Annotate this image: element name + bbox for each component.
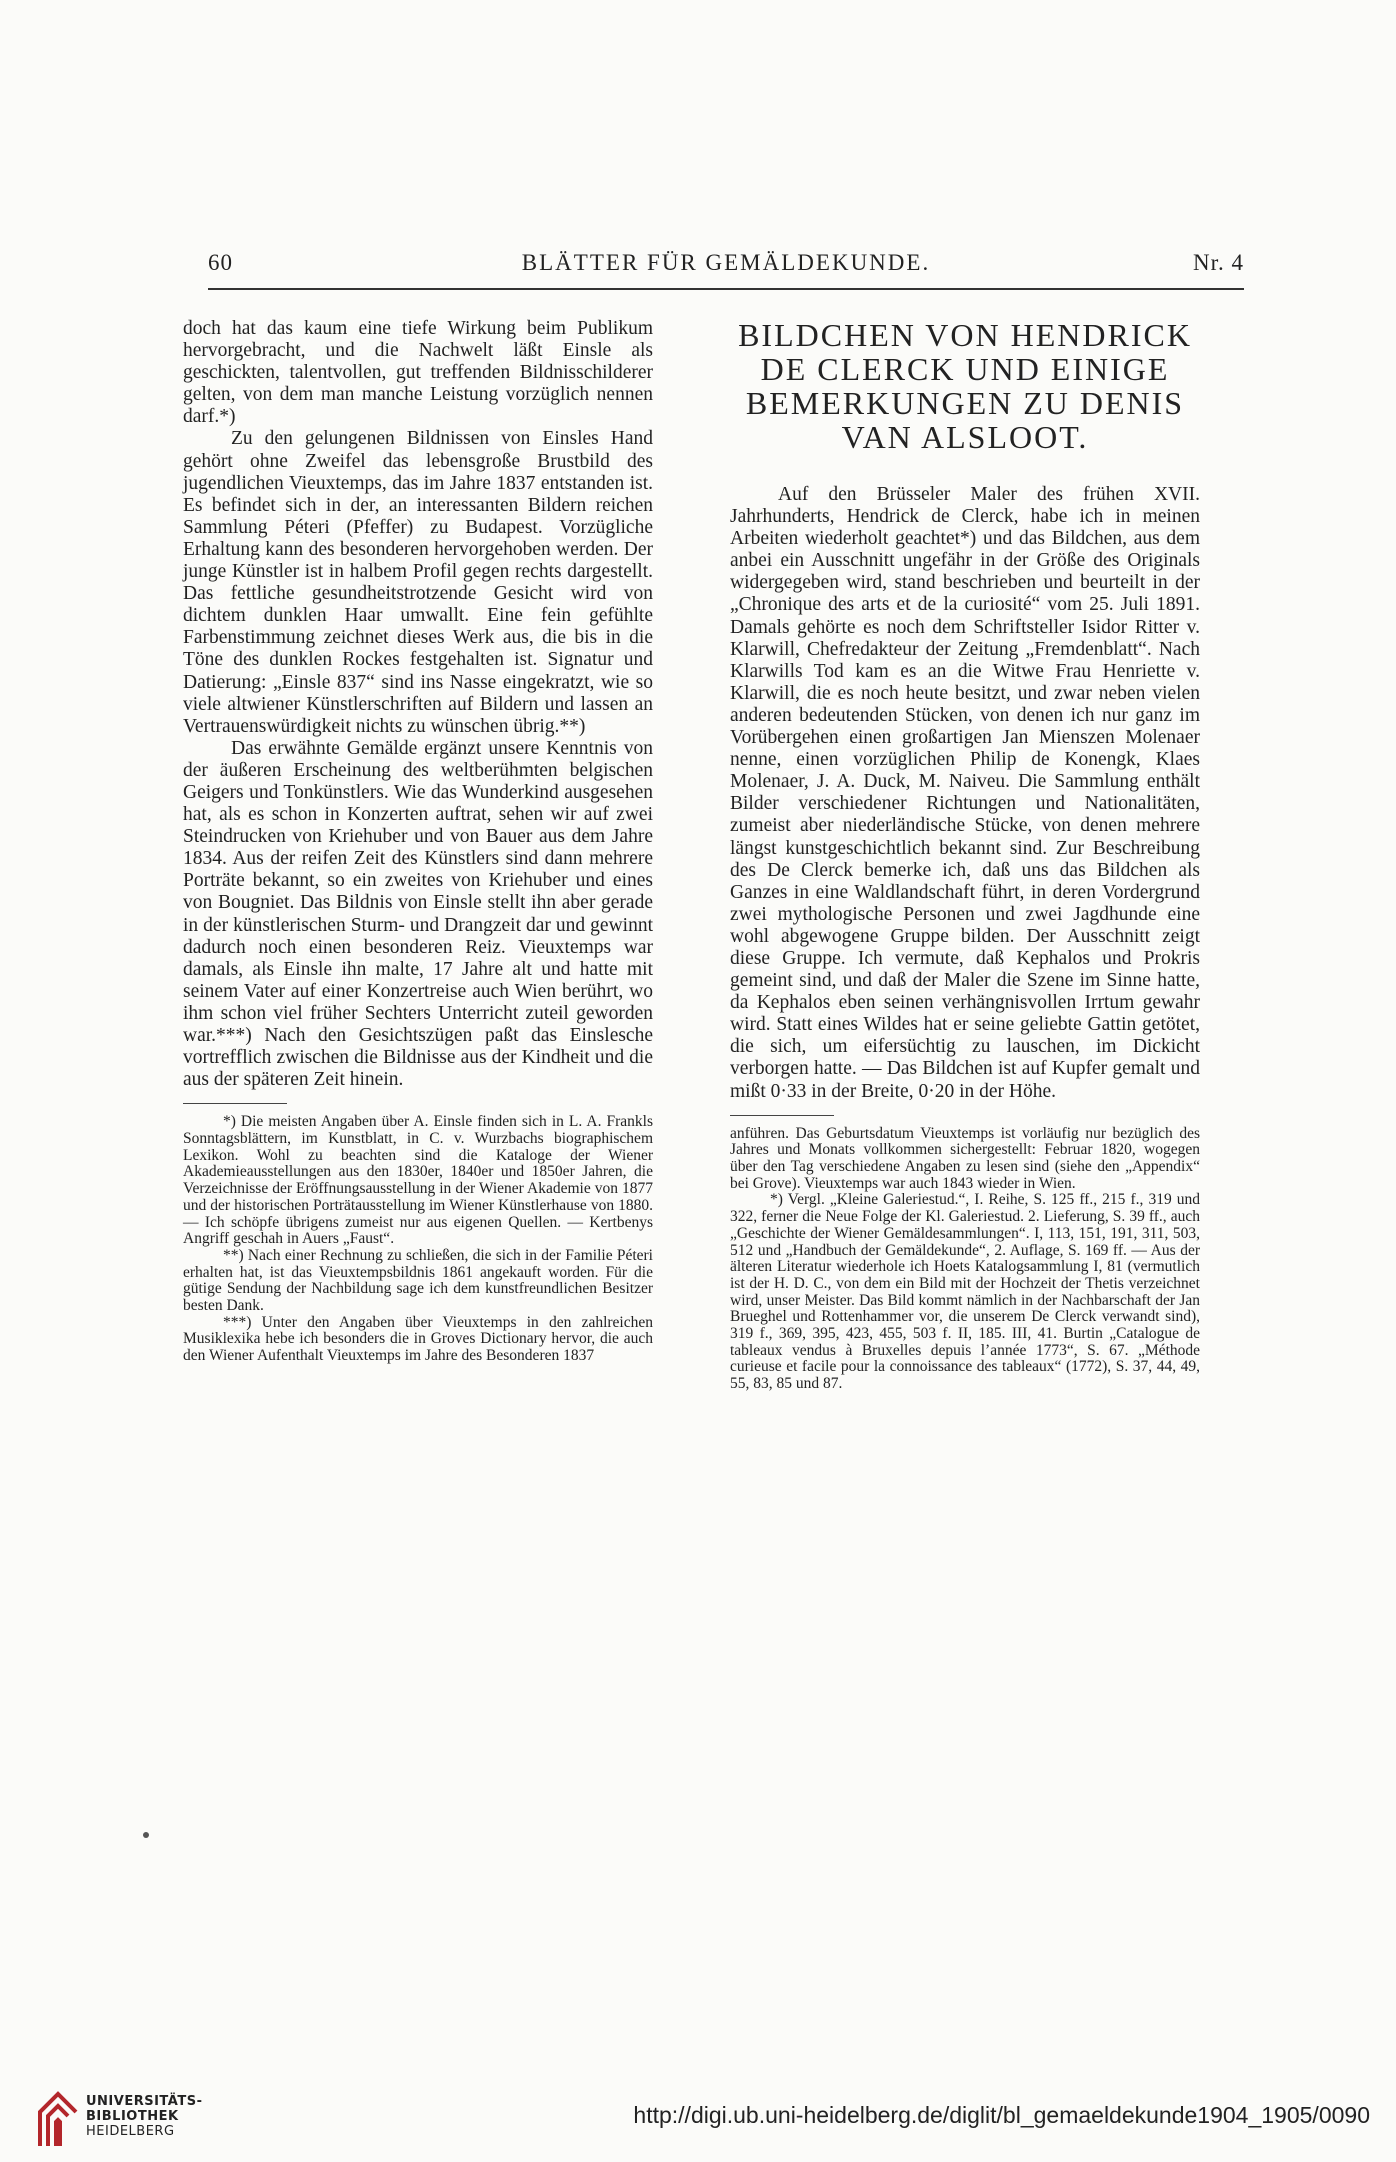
left-body (183, 318, 653, 1091)
right-paragraph: Auf den Brüsseler Maler des frühen XVII. Jahrhunderts, Hendrick de Clerck, habe ich in meinen Arbeiten wiederholt geachtet*) und das Bildchen, aus dem anbei ein Ausschnitt ungefähr in der Größe des Originals widergegeben wird, stand beschrieben und beurteilt in der „Chronique des arts et de la curiosité“ vom 25. Juli 1891. Damals gehörte es noch dem Schriftsteller Isidor Ritter v. Klarwill, Chefredakteur der Zeitung „Fremdenblatt“. Nach Klarwills Tod kam es an die Witwe Frau Henriette v. Klarwill, die es noch heute besitzt, und zwar neben vielen anderen bedeutenden Stücken, von denen ich nur ganz im Vorübergehen einen großartigen Jan Mienszen Molenaer nenne, einen vorzüglichen Philip de Konengk, Klaes Molenaer, J. A. Duck, M. Naiveu. Die Sammlung enthält Bilder verschiedener Richtungen und Nationalitäten, zumeist aber niederländische Stücke, von denen mehrere längst kunstgeschichtlich bekannt sind. Zur Beschreibung des De Clerck bemerke ich, daß uns das Bildchen als Ganzes in eine Waldlandschaft führt, in deren Vordergrund zwei mythologische Personen und zwei Jagdhunde eine wohl abgewogene Gruppe bilden. Der Ausschnitt zeigt diese Gruppe. Ich vermute, daß Kephalos und Prokris gemeint sind, und daß der Maler die Szene im Sinne hatte, da Kephalos eben seinen verhängnisvollen Irrtum gewahr wird. Statt eines Wildes hat er seine geliebte Gattin getötet, die sich, um eifersüchtig zu lauschen, im Dickicht verborgen hatte. — Das Bildchen ist auf Kupfer gemalt und mißt 0·33 in der Breite, 0·20 in der Höhe. (730, 484, 1200, 1102)
footer (0, 2090, 1396, 2162)
right-body (730, 484, 1200, 1103)
page-number: 60 (208, 250, 233, 275)
ink-speck (143, 1832, 149, 1838)
footnote-divider (183, 1103, 287, 1104)
right-column (730, 318, 1200, 1393)
issue-number: Nr. 4 (1193, 250, 1244, 275)
right-footnotes (730, 1126, 1200, 1393)
library-logo-icon (36, 2090, 80, 2150)
footnote: *) Die meisten Angaben über A. Einsle finden sich in L. A. Frankls Sonntagsblättern, im Kunstblatt, in C. v. Wurzbachs biographischem Lexikon. Wohl zu beachten sind die Kataloge der Wiener Akademieausstellungen aus den 1830er, 1840er und 1850er Jahren, die Verzeichnisse der Eröffnungsausstellung in der Wiener Akademie von 1877 und der historischen Porträtausstellung im Wiener Künstlerhause von 1880. — Ich schöpfe übrigens zumeist nur aus eigenen Quellen. — Kertbenys Angriff geschah in Auers „Faust“. (183, 1113, 653, 1248)
left-footnotes (183, 1114, 653, 1365)
running-header (208, 248, 1244, 290)
left-paragraph: doch hat das kaum eine tiefe Wirkung beim Publikum hervorgebracht, und die Nachwelt läßt Einsle als geschickten, talentvollen, gut treffenden Bildnisschilderer gelten, von dem man manche Leistung vorzüglich nennen darf.*) (183, 318, 653, 428)
left-column (183, 318, 653, 1365)
left-paragraph: Zu den gelungenen Bildnissen von Einsles Hand gehört ohne Zweifel das lebensgroße Brustbild des jugendlichen Vieuxtemps, das im Jahre 1837 entstanden ist. Es befindet sich in der, an interessanten Bildern reichen Sammlung Péteri (Pfeffer) zu Budapest. Vorzügliche Erhaltung kann des besonderen hervorgehoben werden. Der junge Künstler ist in halbem Profil gegen rechts dargestellt. Das fettliche gesundheitstrotzende Gesicht wird von dichtem dunklen Haar umwallt. Eine fein gefühlte Farbenstimmung zeichnet dieses Werk aus, die bis in die Töne des dunklen Rockes festgehalten ist. Signatur und Datierung: „Einsle 837“ sind ins Nasse eingekratzt, wie so viele altwiener Künstlerschriften auf Bildern und lassen an Vertrauenswürdigkeit nichts zu wünschen übrig.**) (183, 428, 653, 737)
journal-title: BLÄTTER FÜR GEMÄLDEKUNDE. (521, 250, 931, 275)
library-name (86, 2094, 202, 2139)
left-paragraph: Das erwähnte Gemälde ergänzt unsere Kenntnis von der äußeren Erscheinung des weltberühmten belgischen Geigers und Tonkünstlers. Wie das Wunderkind ausgesehen hat, als es schon in Konzerten auftrat, sehen wir auf zwei Steindrucken von Kriehuber und von Bauer aus dem Jahre 1834. Aus der reifen Zeit des Künstlers sind dann mehrere Porträte bekannt, so ein zweites von Kriehuber und eines von Bougniet. Das Bildnis von Einsle stellt ihn aber gerade in der künstlerischen Sturm- und Drangzeit dar und gewinnt dadurch noch einen besonderen Reiz. Vieuxtemps war damals, als Einsle ihn malte, 17 Jahre alt und hatte mit seinem Vater auf einer Konzertreise auch Wien berührt, wo ihm schon viel früher Sechters Unterricht zuteil geworden war.***) Nach den Gesichtszügen paßt das Einslesche vortrefflich zwischen die Bildnisse aus der Kindheit und die aus der späteren Zeit hinein. (183, 737, 653, 1091)
footnote: *) Vergl. „Kleine Galeriestud.“, I. Reihe, S. 125 ff., 215 f., 319 und 322, ferner die Neue Folge der Kl. Galeriestud. 2. Lieferung, S. 39 ff., auch „Geschichte der Wiener Gemäldesammlungen“. I, 113, 151, 191, 311, 503, 512 und „Handbuch der Gemäldekunde“, 2. Auflage, S. 169 ff. — Aus der älteren Literatur wiederhole ich Hoets Katalogsammlung I, 81 (vermutlich ist der H. D. C., von dem ein Bild mit der Hochzeit der Thetis verzeichnet wird, unser Meister. Das Bild kommt nämlich in der Nachbarschaft der Jan Brueghel und Rottenhammer vor, die unserem De Clerck verwandt sind), 319 f., 369, 395, 423, 455, 503 f. II, 185. III, 41. Burtin „Catalogue de tableaux vendus à Bruxelles depuis l’année 1773“, S. 67. „Méthode curieuse et facile pour la connoissance des tableaux“ (1772), S. 37, 44, 49, 55, 83, 85 und 87. (730, 1191, 1200, 1393)
footnote: **) Nach einer Rechnung zu schließen, die sich in der Familie Péteri erhalten hat, ist das Vieuxtempsbildnis 1861 angekauft worden. Für die gütige Sendung der Nachbildung sage ich dem kunstfreundlichen Besitzer besten Dank. (183, 1246, 653, 1315)
article-heading: BILDCHEN VON HENDRICK DE CLERCK UND EINIGE BEMERKUNGEN ZU DENIS VAN ALSLOOT. (738, 317, 1192, 455)
library-line: HEIDELBERG (86, 2124, 175, 2139)
footnote-continuation: anführen. Das Geburtsdatum Vieuxtemps ist vorläufig nur bezüglich des Jahres und Monats vollkommen sichergestellt: Februar 1820, wogegen über den Tag verschiedene Angaben zu lesen sind (siehe den „Appendix“ bei Grove). Vieuxtemps war auch 1843 wieder in Wien. (730, 1124, 1200, 1192)
library-line: BIBLIOTHEK (86, 2109, 179, 2124)
footnote-divider (730, 1115, 834, 1116)
source-url[interactable]: http://digi.ub.uni-heidelberg.de/diglit/bl_gemaeldekunde1904_1905/0090 (633, 2102, 1370, 2128)
footnote: ***) Unter den Angaben über Vieuxtemps in den zahlreichen Musiklexika hebe ich besonders die in Groves Dictionary hervor, die auch den Wiener Aufenthalt Vieuxtemps im Jahre des Besonderen 1837 (183, 1313, 653, 1365)
library-line: UNIVERSITÄTS- (86, 2094, 203, 2109)
